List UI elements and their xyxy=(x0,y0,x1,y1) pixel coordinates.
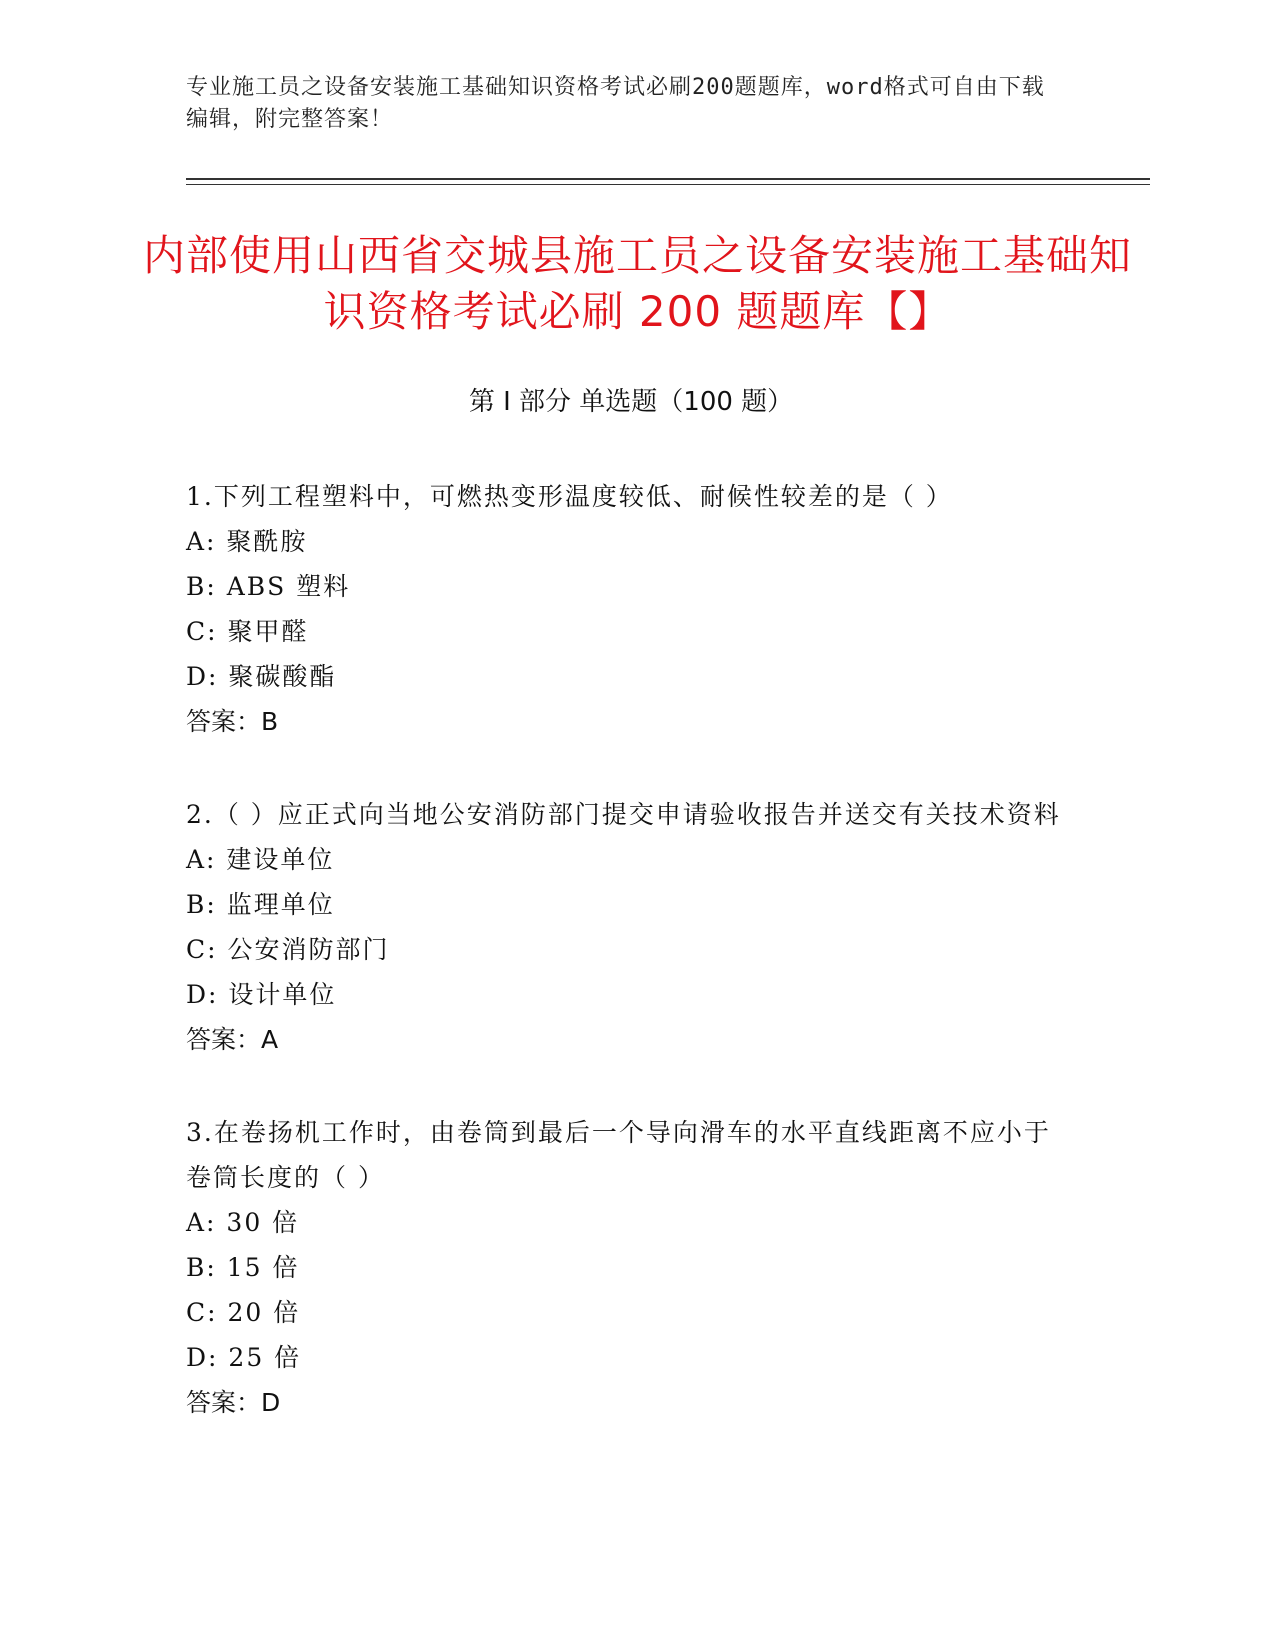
option-c: C: 公安消防部门 xyxy=(186,935,390,964)
option-d: D: 设计单位 xyxy=(186,980,337,1009)
section-heading: 第 I 部分 单选题（100 题） xyxy=(468,387,794,417)
question-3 xyxy=(186,1110,1076,1425)
option-d: D: 聚碳酸酯 xyxy=(186,662,337,691)
option-d: D: 25 倍 xyxy=(186,1343,302,1372)
question-1 xyxy=(186,474,1076,744)
header-divider-thick xyxy=(186,178,1150,180)
answer: 答案：A xyxy=(186,1025,279,1054)
question-stem: 1.下列工程塑料中，可燃热变形温度较低、耐候性较差的是（ ） xyxy=(186,482,953,511)
header-divider-thin xyxy=(186,184,1150,185)
question-list xyxy=(186,474,1076,1473)
option-b: B: 监理单位 xyxy=(186,890,335,919)
answer: 答案：B xyxy=(186,707,279,736)
option-a: A: 建设单位 xyxy=(186,845,335,874)
option-c: C: 聚甲醛 xyxy=(186,617,309,646)
question-stem: 3.在卷扬机工作时，由卷筒到最后一个导向滑车的水平直线距离不应小于卷筒长度的（ ） xyxy=(186,1118,1051,1192)
question-stem: 2.（ ）应正式向当地公安消防部门提交申请验收报告并送交有关技术资料 xyxy=(186,800,1061,829)
option-c: C: 20 倍 xyxy=(186,1298,301,1327)
option-b: B: 15 倍 xyxy=(186,1253,300,1282)
option-a: A: 聚酰胺 xyxy=(186,527,308,556)
option-a: A: 30 倍 xyxy=(186,1208,300,1237)
answer: 答案：D xyxy=(186,1388,281,1417)
header-note: 专业施工员之设备安装施工基础知识资格考试必刷200题题库，word格式可自由下载编辑，附完整答案！ xyxy=(186,75,1045,132)
question-2 xyxy=(186,792,1076,1062)
document-title: 内部使用山西省交城县施工员之设备安装施工基础知识资格考试必刷 200 题题库【】 xyxy=(142,231,1132,336)
option-b: B: ABS 塑料 xyxy=(186,572,351,601)
